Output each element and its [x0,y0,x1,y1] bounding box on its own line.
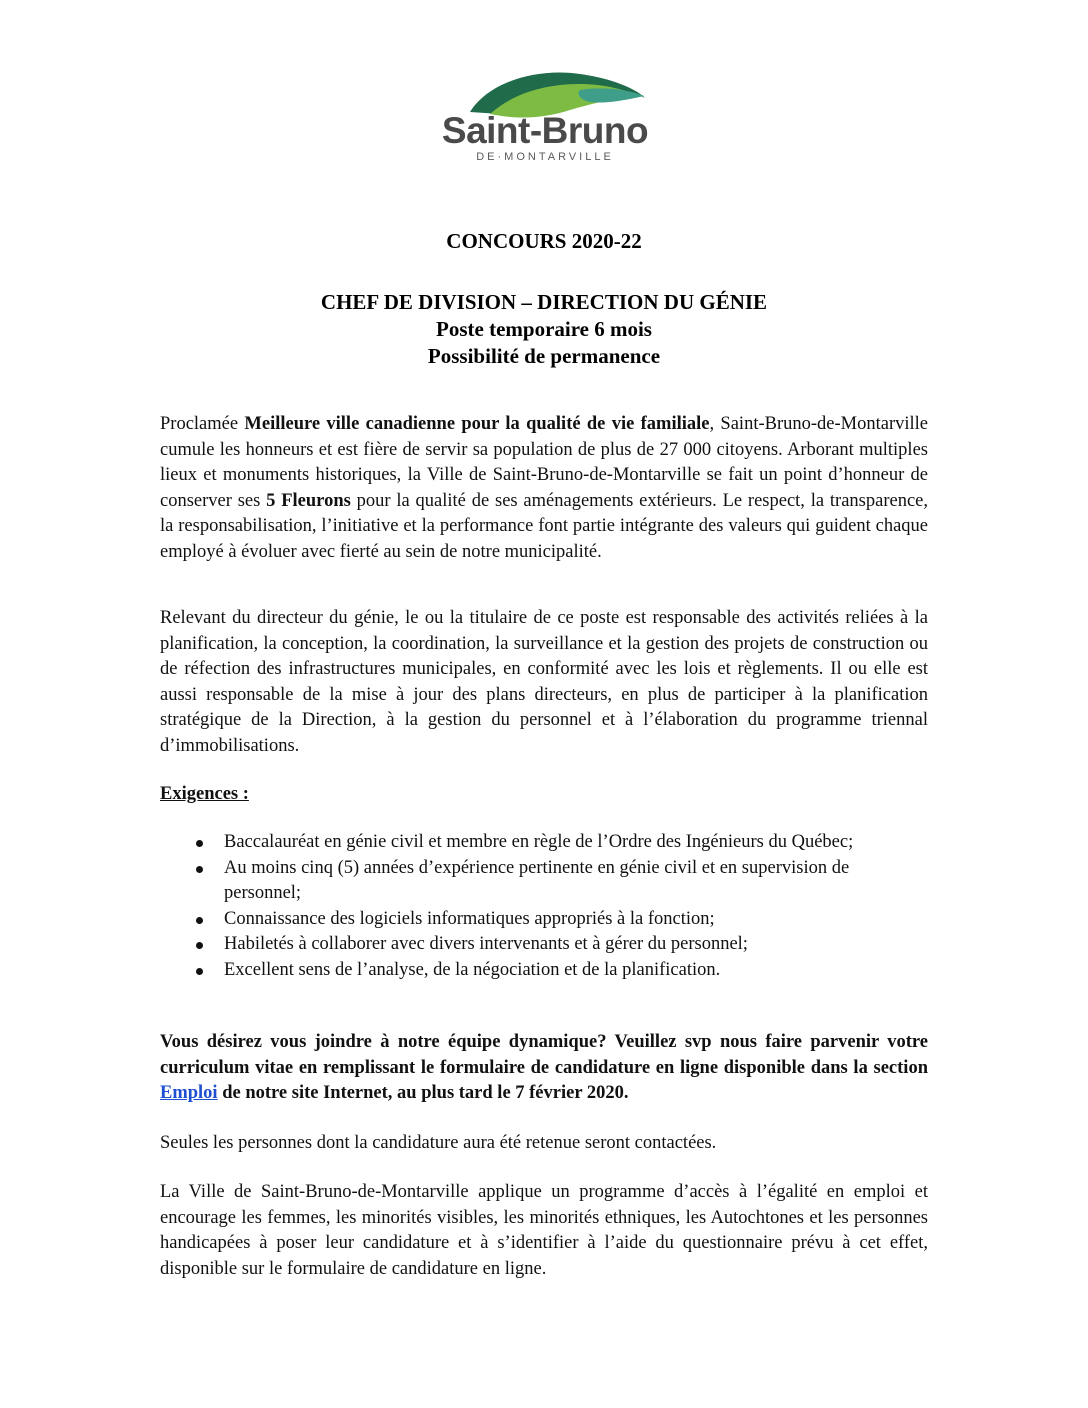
list-item [160,932,928,958]
requirement-text: Au moins cinq (5) années d’expérience pertinente en génie civil et en supervision de personnel; [224,857,850,903]
job-title: CHEF DE DIVISION – DIRECTION DU GÉNIE [320,290,768,314]
bullet-icon [196,968,203,975]
logo-subtitle: DE·MONTARVILLE [476,151,614,163]
list-item [160,830,928,856]
contest-number: CONCOURS 2020-22 [446,229,642,253]
requirement-text: Baccalauréat en génie civil et membre en règle de l’Ordre des Ingénieurs du Québec; [224,832,854,852]
apply-text: Vous désirez vous joindre à notre équipe dynamique? Veuillez svp nous faire parvenir votre curriculum vitae en remplissant le formulaire de candidature en ligne disponible dans la section [160,1032,928,1078]
list-item [160,907,928,933]
requirement-text: Excellent sens de l’analyse, de la négociation et de la planification. [224,959,721,980]
intro-award: Meilleure ville canadienne pour la qualité de vie familiale [244,414,710,434]
intro-middle: , Saint-Bruno-de-Montarville cumule les honneurs et est fière de servir sa population de plus de 27 000 citoyens. Arborant multiples lieux et monuments historiques, la Ville de Saint-Bruno-de-Montarville se fait un point d’honneur de conserver ses [160,414,928,511]
logo-name: Saint-Bruno [441,110,649,151]
list-item [160,958,928,984]
apply-deadline: de notre site Internet, au plus tard le 7 février 2020. [217,1083,629,1103]
requirements-list [160,830,928,983]
apply-paragraph [160,1030,928,1107]
intro-lead: Proclamée [160,414,245,434]
job-permanence: Possibilité de permanence [427,344,661,368]
intro-tail: pour la qualité de ses aménagements extérieurs. Le respect, la transparence, la responsabilisation, l’initiative et la performance font partie intégrante des valeurs qui guident chaque employé à évoluer avec fierté au sein de notre municipalité. [160,490,929,562]
bullet-icon [196,840,203,847]
emploi-link[interactable]: Emploi [160,1083,218,1103]
requirements-title: Exigences : [160,784,249,804]
city-logo [430,60,660,170]
bullet-icon [196,866,203,873]
intro-fleurons: 5 Fleurons [266,490,351,511]
list-item [160,856,928,907]
job-duration: Poste temporaire 6 mois [436,317,652,341]
intro-paragraph [160,412,928,565]
bullet-icon [196,942,203,949]
requirement-text: Connaissance des logiciels informatiques appropriés à la fonction; [224,908,715,929]
requirement-text: Habiletés à collaborer avec divers intervenants et à gérer du personnel; [224,934,748,954]
equality-paragraph: La Ville de Saint-Bruno-de-Montarville applique un programme d’accès à l’égalité en emploi et encourage les femmes, les minorités visibles, les minorités ethniques, les Autochtones et les personnes handicapées à poser leur candidature et à s’identifier à l’aide du questionnaire prévu à cet effet, disponible sur le formulaire de candidature en ligne. [160,1182,928,1279]
role-paragraph: Relevant du directeur du génie, le ou la titulaire de ce poste est responsable des activités reliées à la planification, la conception, la coordination, la surveillance et la gestion des projets de construction ou de réfection des infrastructures municipales, en conformité avec les lois et règlements. Il ou elle est aussi responsable de la mise à jour des plans directeurs, en plus de participer à la planification stratégique de la Direction, à la gestion du personnel et à l’élaboration du programme triennal d’immobilisations. [160,608,928,756]
contact-notice: Seules les personnes dont la candidature aura été retenue seront contactées. [160,1133,717,1153]
bullet-icon [196,917,203,924]
